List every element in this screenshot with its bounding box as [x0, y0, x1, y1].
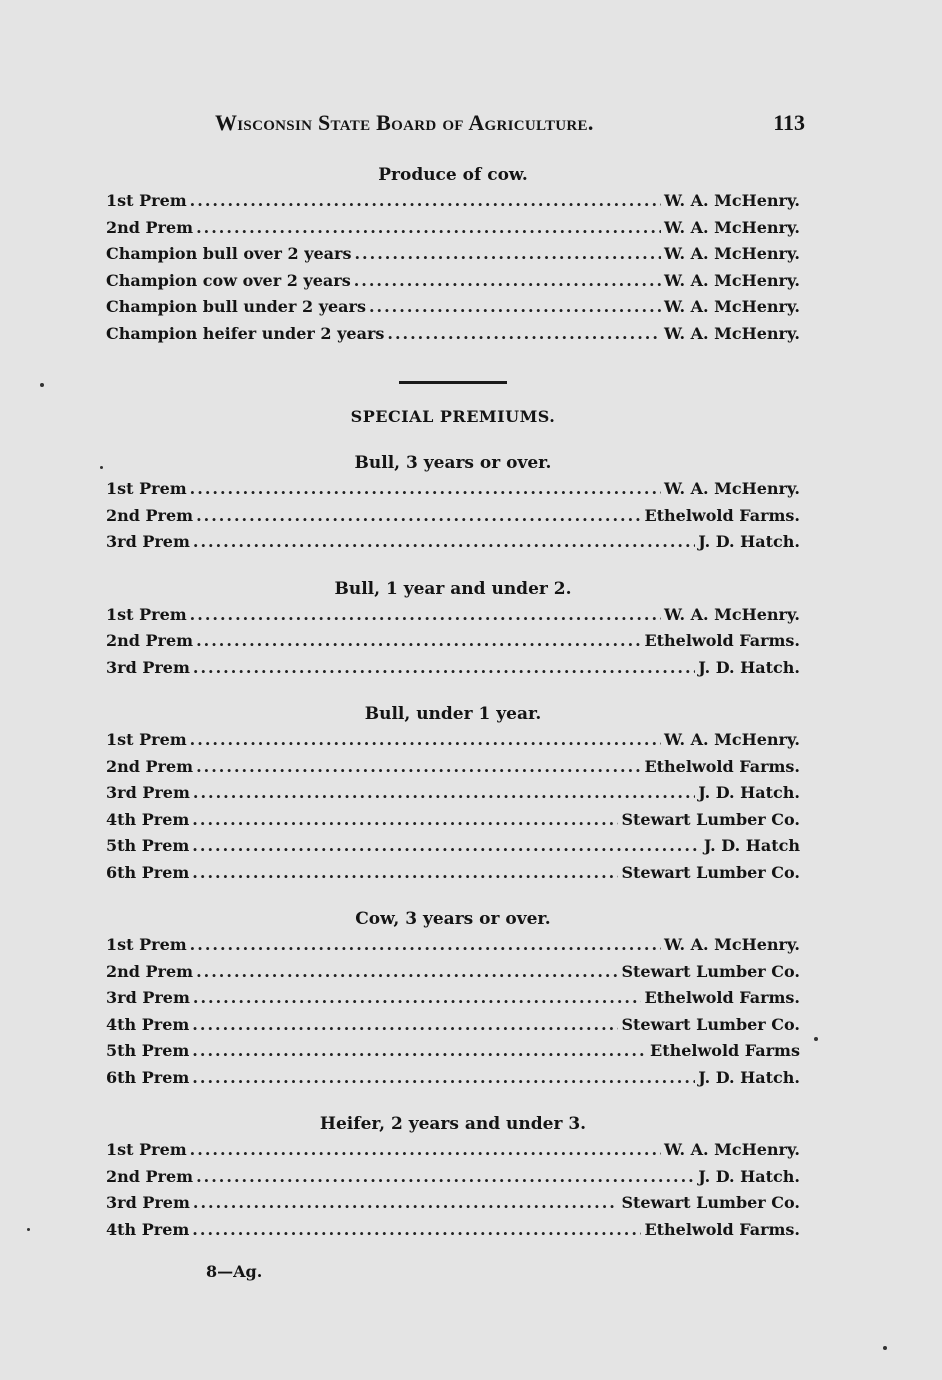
running-title: Wisconsin State Board of Agriculture.: [215, 110, 594, 135]
premium-entry: [106, 932, 800, 959]
premium-label: 2nd Prem: [106, 1166, 194, 1186]
premium-label: 1st Prem: [106, 1140, 187, 1159]
premium-winner: W. A. McHenry.: [663, 270, 800, 290]
running-head: [215, 110, 805, 140]
spacer: [106, 556, 800, 572]
dot-leader: [193, 1190, 619, 1217]
premium-winner: Ethelwold Farms: [650, 1041, 800, 1060]
ink-speck: [814, 1037, 818, 1041]
dot-leader: [192, 1038, 647, 1065]
premium-entry: [106, 529, 800, 556]
dot-leader: [196, 628, 641, 655]
premium-label: 6th Prem: [106, 1067, 190, 1087]
premium-winner: Stewart Lumber Co.: [621, 809, 800, 829]
premium-label: 3rd Prem: [106, 1193, 190, 1212]
spacer: [106, 430, 800, 446]
premium-entry: [106, 1065, 800, 1092]
premium-label: Champion cow over 2 years: [106, 270, 351, 290]
ink-speck: [27, 1228, 30, 1231]
premium-entry: [106, 860, 800, 887]
dot-leader: [196, 503, 641, 530]
premium-winner: Ethelwold Farms.: [644, 631, 800, 650]
page-number: 113: [773, 110, 805, 135]
premium-entry: [106, 215, 800, 242]
ink-speck: [40, 383, 44, 387]
dot-leader: [190, 602, 661, 629]
section-heading: Heifer, 2 years and under 3.: [319, 1114, 587, 1134]
premium-winner: W. A. McHenry.: [663, 604, 800, 624]
signature-mark: 8—Ag.: [206, 1262, 263, 1281]
ink-speck: [100, 466, 103, 469]
special-premiums-title: SPECIAL PREMIUMS.: [350, 407, 556, 426]
premium-winner: Stewart Lumber Co.: [621, 862, 800, 882]
spacer: [106, 681, 800, 697]
section-heading: Bull, under 1 year.: [364, 704, 542, 724]
premium-entry: [106, 241, 800, 268]
premium-winner: Stewart Lumber Co.: [621, 1193, 800, 1212]
premium-label: 5th Prem: [106, 1041, 190, 1060]
premium-entry: [106, 628, 800, 655]
premium-entry: [106, 655, 800, 682]
dot-leader: [190, 932, 661, 959]
section-heading: Bull, 1 year and under 2.: [334, 578, 572, 599]
section-heading: Bull, 3 years or over.: [354, 453, 552, 473]
dot-leader: [192, 807, 618, 834]
premium-label: 1st Prem: [106, 730, 187, 749]
dot-leader: [196, 959, 618, 986]
premium-winner: Ethelwold Farms.: [644, 1219, 800, 1239]
premium-winner: W. A. McHenry.: [663, 479, 800, 498]
premium-entry: [106, 1164, 800, 1191]
premium-winner: W. A. McHenry.: [663, 1140, 800, 1159]
premium-label: 1st Prem: [106, 604, 187, 624]
premium-label: 4th Prem: [106, 809, 190, 829]
premium-entry: [106, 1038, 800, 1065]
premium-entry: [106, 1217, 800, 1244]
premium-entry: [106, 1137, 800, 1164]
premium-label: Champion heifer under 2 years: [106, 323, 385, 343]
dot-leader: [190, 1137, 661, 1164]
dot-leader: [196, 754, 641, 781]
premium-label: 1st Prem: [106, 479, 187, 498]
dot-leader: [190, 727, 661, 754]
ink-speck: [883, 1346, 887, 1350]
premium-entry: [106, 294, 800, 321]
section-heading: Cow, 3 years or over.: [355, 909, 551, 929]
dot-leader: [192, 860, 618, 887]
dot-leader: [369, 294, 661, 321]
premium-label: 6th Prem: [106, 862, 190, 882]
dot-leader: [196, 1164, 695, 1191]
premium-entry: [106, 959, 800, 986]
premium-winner: W. A. McHenry.: [663, 244, 800, 263]
premium-entry: [106, 321, 800, 348]
dot-leader: [354, 268, 661, 295]
premium-entry: [106, 1012, 800, 1039]
premium-winner: W. A. McHenry.: [663, 935, 800, 954]
premium-label: 4th Prem: [106, 1219, 190, 1239]
dot-leader: [193, 655, 695, 682]
premium-label: Champion bull under 2 years: [106, 297, 366, 316]
premium-label: 2nd Prem: [106, 631, 194, 650]
premium-winner: W. A. McHenry.: [663, 191, 800, 210]
dot-leader: [196, 215, 661, 242]
premium-winner: Stewart Lumber Co.: [621, 961, 800, 981]
premium-winner: Ethelwold Farms.: [644, 988, 800, 1007]
premium-label: 2nd Prem: [106, 505, 194, 525]
premium-label: 1st Prem: [106, 935, 187, 954]
dot-leader: [190, 188, 661, 215]
premium-label: 3rd Prem: [106, 657, 190, 677]
premium-label: 1st Prem: [106, 191, 187, 210]
spacer: [106, 886, 800, 902]
spacer: [106, 1091, 800, 1107]
premium-label: Champion bull over 2 years: [106, 244, 352, 263]
premium-entry: [106, 268, 800, 295]
premium-entry: [106, 476, 800, 503]
premium-label: 2nd Prem: [106, 217, 194, 237]
premium-winner: J. D. Hatch.: [698, 783, 800, 802]
premium-entry: [106, 1190, 800, 1217]
section-divider: [399, 381, 507, 384]
dot-leader: [387, 321, 661, 348]
premium-label: 3rd Prem: [106, 988, 190, 1007]
premium-winner: W. A. McHenry.: [663, 217, 800, 237]
premium-label: 2nd Prem: [106, 961, 194, 981]
premium-label: 4th Prem: [106, 1014, 190, 1034]
premium-entry: [106, 188, 800, 215]
premium-winner: Ethelwold Farms.: [644, 756, 800, 776]
dot-leader: [192, 1065, 695, 1092]
produce-heading: Produce of cow.: [378, 165, 528, 185]
premium-entry: [106, 727, 800, 754]
premium-entry: [106, 503, 800, 530]
dot-leader: [190, 476, 661, 503]
dot-leader: [193, 780, 695, 807]
premium-label: 3rd Prem: [106, 783, 190, 802]
premium-winner: Stewart Lumber Co.: [621, 1014, 800, 1034]
page-content: [106, 158, 800, 1243]
premium-entry: [106, 985, 800, 1012]
premium-winner: W. A. McHenry.: [663, 297, 800, 316]
dot-leader: [354, 241, 661, 268]
premium-label: 3rd Prem: [106, 532, 190, 551]
premium-winner: W. A. McHenry.: [663, 730, 800, 749]
dot-leader: [192, 1012, 618, 1039]
premium-winner: J. D. Hatch: [703, 836, 800, 855]
premium-entry: [106, 833, 800, 860]
premium-winner: J. D. Hatch.: [698, 1067, 800, 1087]
premium-winner: Ethelwold Farms.: [644, 505, 800, 525]
dot-leader: [192, 1217, 641, 1244]
dot-leader: [193, 985, 642, 1012]
produce-list: [106, 188, 800, 347]
premium-winner: J. D. Hatch.: [698, 1166, 800, 1186]
premium-entry: [106, 807, 800, 834]
premium-entry: [106, 602, 800, 629]
premium-winner: J. D. Hatch.: [698, 657, 800, 677]
premium-label: 2nd Prem: [106, 756, 194, 776]
dot-leader: [193, 529, 695, 556]
premium-winner: J. D. Hatch.: [698, 532, 800, 551]
premium-entry: [106, 754, 800, 781]
premium-label: 5th Prem: [106, 836, 190, 855]
premium-entry: [106, 780, 800, 807]
dot-leader: [192, 833, 701, 860]
premium-winner: W. A. McHenry.: [663, 323, 800, 343]
